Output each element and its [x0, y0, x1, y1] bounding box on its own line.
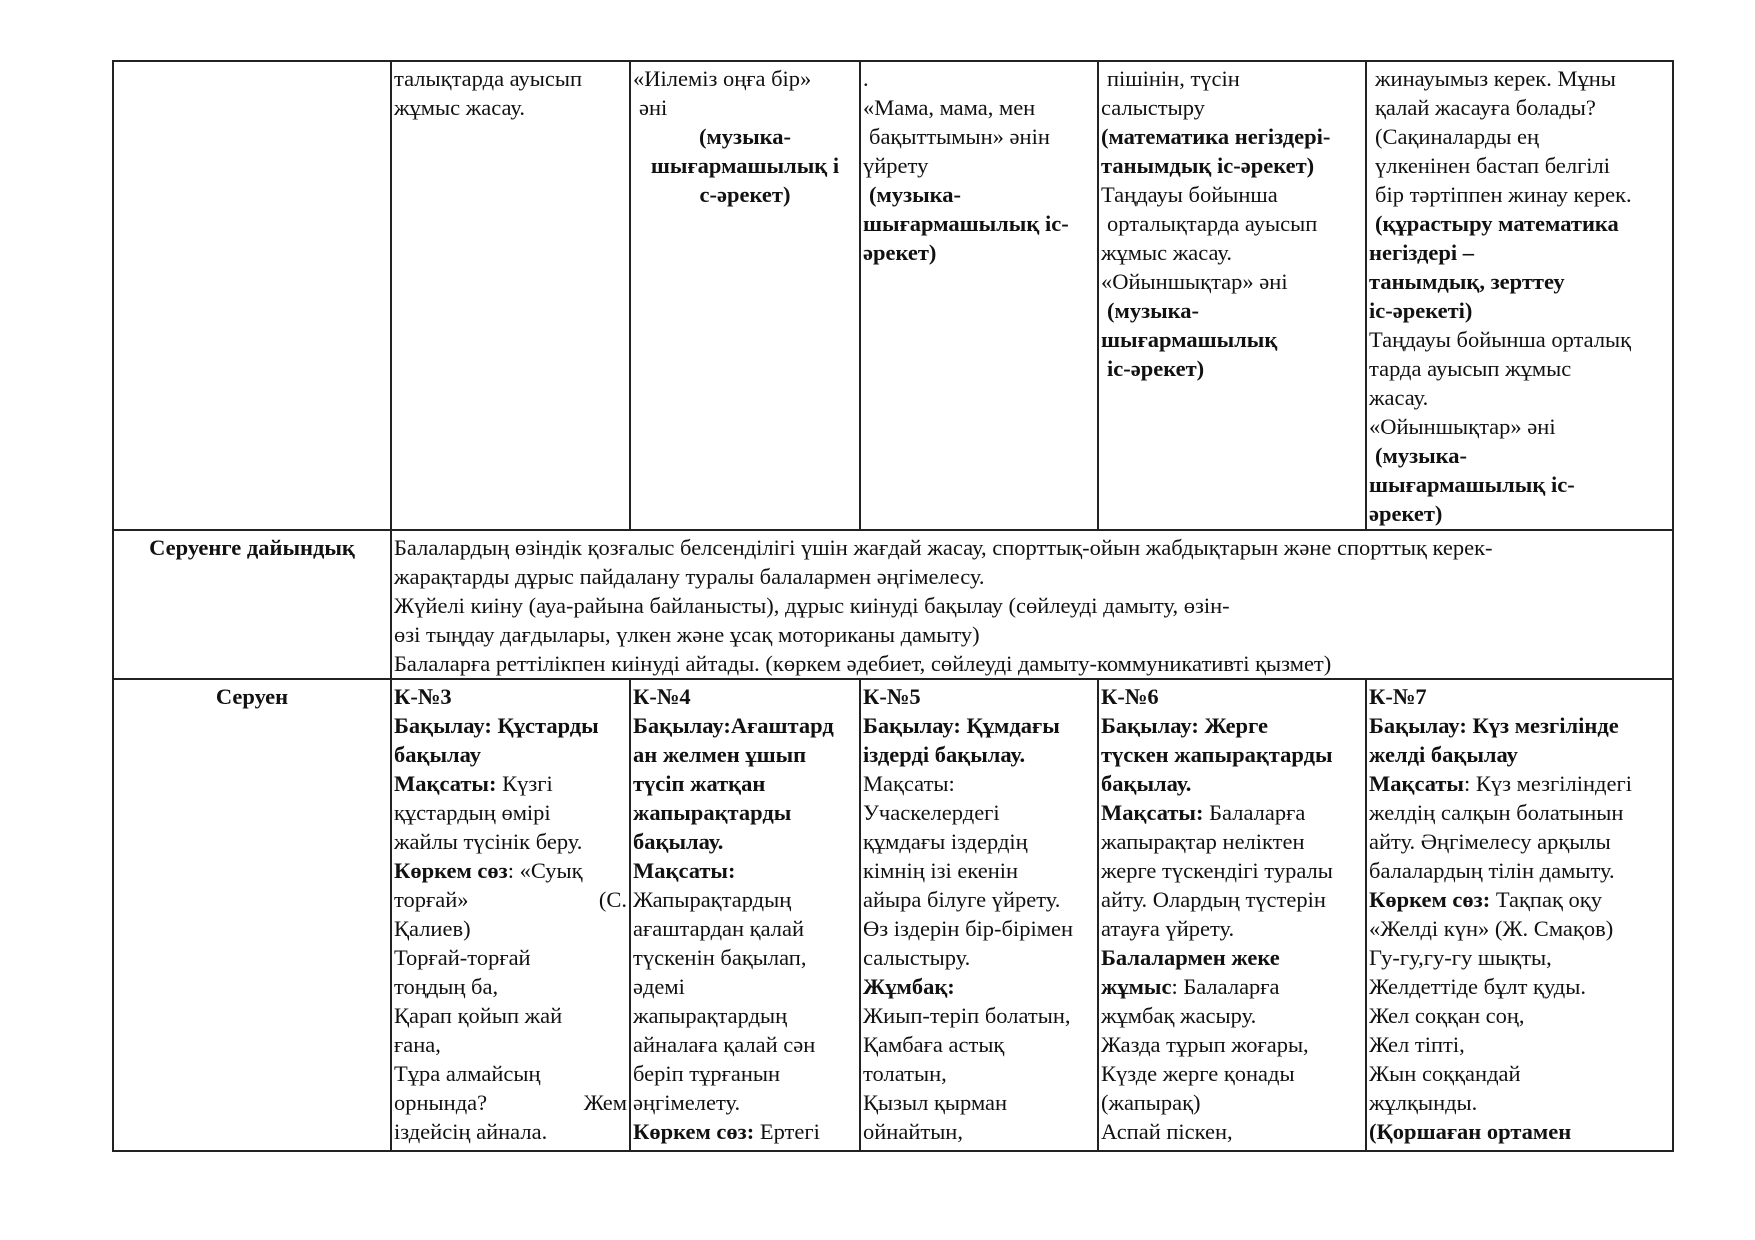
poem-line: Гу-гу,гу-гу шықты, [1369, 945, 1552, 970]
poem-line: іздейсің айнала. [394, 1119, 548, 1144]
activity-tag: (музыка- [869, 182, 962, 207]
card-number: К-№5 [863, 684, 921, 709]
goal-text: Жапырақтардың [633, 887, 792, 912]
poem-line: Қарап қойып жай [394, 1003, 563, 1028]
poem-line: Тақпақ оқу [1490, 887, 1602, 912]
card-number: К-№4 [633, 684, 691, 709]
individual-work-label: жұмыс [1101, 974, 1172, 999]
text-line: жұмыс жасау. [1101, 240, 1233, 265]
text-line: . [863, 66, 869, 91]
goal-text: : Күз мезгіліндегі [1464, 771, 1632, 796]
observation-title: бақылау. [633, 829, 724, 854]
activity-tag: (музыка- [1107, 298, 1200, 323]
observation-title: Бақылау: Күз мезгілінде [1369, 713, 1619, 738]
riddle-line: Аспай піскен, [1101, 1119, 1233, 1144]
song-line: «Мама, мама, мен [863, 95, 1036, 120]
activity-tag: (математика негіздері- [1101, 124, 1331, 149]
goal-text: әдемі [633, 974, 685, 999]
activity-tag: іс-әрекет) [1107, 356, 1205, 381]
work-text: : Балаларға [1171, 974, 1280, 999]
activity-tag: шығармашылық [1101, 327, 1278, 352]
card-number: К-№7 [1369, 684, 1427, 709]
art-word-label: Көркем сөз [394, 858, 508, 883]
goal-label: Мақсаты: [394, 771, 497, 796]
activity-tag: іс-әрекеті) [1369, 298, 1473, 323]
text-line: (Сақиналарды ең [1375, 124, 1540, 149]
text-line: Таңдауы бойынша [1101, 182, 1278, 207]
observation-title: желді бақылау [1369, 742, 1518, 767]
riddle-line: Қамбаға астық [863, 1032, 1005, 1057]
observation-title: бақылау [394, 742, 482, 767]
song-line: үйрету [863, 153, 929, 178]
song-line: бақыттымын» әнін [869, 124, 1050, 149]
walk-prep-row [113, 530, 1673, 679]
activity-tag: шығармашылық іс- [863, 211, 1069, 236]
text-line: Балалардың өзіндік қозғалыс белсенділігі үшін жағдай жасау, спорттық-ойын жабдықтарын және спорттық керек- [394, 535, 1493, 560]
observation-title: түскен жапырақтарды [1101, 742, 1333, 767]
riddle-line: Жазда тұрып жоғары, [1101, 1032, 1309, 1057]
goal-text: құмдағы іздердің [863, 829, 1028, 854]
poem-line: Торғай-торғай [394, 945, 531, 970]
goal-text: айыра білуге үйрету. [863, 887, 1061, 912]
observation-title: Бақылау: Жерге [1101, 713, 1268, 738]
goal-text: беріп тұрғанын [633, 1061, 781, 1086]
goal-label: Мақсаты: [633, 858, 736, 883]
activities-tue-cell [630, 61, 860, 530]
goal-text: айналаға қалай сән [633, 1032, 816, 1057]
goal-text: құстардың өмірі [394, 800, 551, 825]
text-line: бір тәртіппен жинау керек. [1375, 182, 1632, 207]
goal-text: жайлы түсінік беру. [394, 829, 583, 854]
goal-text: әңгімелету. [633, 1090, 741, 1115]
text-line: өзі тыңдау дағдылары, үлкен және ұсақ моториканы дамыту) [394, 622, 980, 647]
text-line: қалай жасауға болады? [1375, 95, 1596, 120]
goal-text: Балаларға [1203, 800, 1306, 825]
observation-title: іздерді бақылау. [863, 742, 1026, 767]
riddle-line: Қызыл қырман [863, 1090, 1008, 1115]
plan-table [112, 60, 1674, 1152]
goal-label: Мақсаты: [1101, 800, 1204, 825]
goal-label: Мақсаты [1369, 771, 1464, 796]
activity-tag: негіздері – [1369, 240, 1475, 265]
poem-line: Желдеттіде бұлт қуды. [1369, 974, 1586, 999]
art-word-label: Көркем сөз: [1369, 887, 1491, 912]
poem-line: Ертегі [754, 1119, 820, 1144]
riddle-line: Күзде жерге қонады [1101, 1061, 1295, 1086]
observation-title: Бақылау: Құмдағы [863, 713, 1060, 738]
goal-text: түскенін бақылап, [633, 945, 807, 970]
walk-prep-content [391, 530, 1673, 679]
goal-text: Мақсаты: [863, 771, 955, 796]
text-line: жасау. [1369, 385, 1429, 410]
goal-text: Учаскелердегі [863, 800, 1000, 825]
text-line: үлкенінен бастап белгілі [1375, 153, 1611, 178]
observation-title: түсіп жатқан [633, 771, 766, 796]
goal-text: жерге түскендігі туралы [1101, 858, 1333, 883]
activity-tag: с-әрекет) [699, 182, 791, 207]
poem-line: ғана, [394, 1032, 441, 1057]
individual-work-label: Балалармен жеке [1101, 945, 1280, 970]
text-line: Таңдауы бойынша орталық [1369, 327, 1632, 352]
activities-thu-cell [1098, 61, 1366, 530]
observation-title: жапырақтарды [633, 800, 792, 825]
walk-prep-label: Серуенге дайындық [113, 530, 391, 679]
activity-tag: (құрастыру математика [1375, 211, 1619, 236]
goal-text: жапырақтардың [633, 1003, 788, 1028]
art-word-label: Көркем сөз: [633, 1119, 755, 1144]
poem-line: «Желді күн» (Ж. Смақов) [1369, 916, 1614, 941]
activities-mon-cell [391, 61, 630, 530]
text-line: орталықтарда ауысып [1107, 211, 1318, 236]
song-line: әні [639, 95, 668, 120]
text-line: Балаларға реттілікпен киінуді айтады. (көркем әдебиет, сөйлеуді дамыту-коммуникативті қызмет) [394, 651, 1332, 676]
activities-row [113, 61, 1673, 530]
activity-tag: шығармашылық і [650, 153, 840, 178]
text-line: пішінін, түсін [1107, 66, 1240, 91]
goal-text: желдің салқын болатынын [1369, 800, 1624, 825]
activities-wed-cell [860, 61, 1098, 530]
walk-label: Серуен [113, 679, 391, 1151]
activity-tag: әрекет) [1369, 501, 1443, 526]
riddle-line: ойнайтын, [863, 1119, 963, 1144]
song-line: «Ойыншықтар» әні [1369, 414, 1556, 439]
observation-title: Бақылау:Ағаштард [633, 713, 834, 738]
goal-text: Өз іздерін бір-бірімен [863, 916, 1074, 941]
poem-line: торғай» (С. [394, 887, 627, 912]
poem-line: : «Суық [507, 858, 583, 883]
goal-text: атауға үйрету. [1101, 916, 1235, 941]
riddle-label: Жұмбақ: [863, 974, 955, 999]
walk-card-k3 [391, 679, 630, 1151]
activity-tag: (музыка- [698, 124, 792, 149]
activity-tag: танымдық іс-әрекет) [1101, 153, 1315, 178]
poem-line: Тұра алмайсың [394, 1061, 541, 1086]
activities-label-cell [113, 61, 391, 530]
observation-title: Бақылау: Құстарды [394, 713, 599, 738]
text-line: жұмыс жасау. [394, 95, 526, 120]
goal-text: айту. Олардың түстерін [1101, 887, 1326, 912]
riddle-line: толатын, [863, 1061, 947, 1086]
poem-line: Қалиев) [394, 916, 471, 941]
walk-card-k4 [630, 679, 860, 1151]
text-line: жинауымыз керек. Мұны [1375, 66, 1616, 91]
walk-card-k6 [1098, 679, 1366, 1151]
text-line: Жүйелі киіну (ауа-райына байланысты), дұрыс киінуді бақылау (сөйлеуді дамыту, өзін- [394, 593, 1230, 618]
goal-text: салыстыру. [863, 945, 971, 970]
observation-title: ан желмен ұшып [633, 742, 807, 767]
walk-card-k7 [1366, 679, 1673, 1151]
riddle-line: (жапырақ) [1101, 1090, 1201, 1115]
poem-line: орнында? Жем [394, 1090, 627, 1115]
walk-row [113, 679, 1673, 1151]
activity-tag: (музыка- [1375, 443, 1468, 468]
poem-line: Жын соққандай [1369, 1061, 1521, 1086]
poem-line: Жел соққан соң, [1369, 1003, 1525, 1028]
song-line: «Иілеміз оңға бір» [633, 66, 812, 91]
observation-title: бақылау. [1101, 771, 1192, 796]
song-line: «Ойыншықтар» әні [1101, 269, 1288, 294]
riddle-line: Жиып-теріп болатын, [863, 1003, 1071, 1028]
activity-tag: әрекет) [863, 240, 937, 265]
text-line: талықтарда ауысып [394, 66, 583, 91]
text-line: жарақтарды дұрыс пайдалану туралы балалармен әңгімелесу. [394, 564, 985, 589]
work-text: жұмбақ жасыру. [1101, 1003, 1257, 1028]
walk-card-k5 [860, 679, 1098, 1151]
goal-text: айту. Әңгімелесу арқылы [1369, 829, 1611, 854]
goal-text: жапырақтар неліктен [1101, 829, 1305, 854]
text-line: салыстыру [1101, 95, 1205, 120]
card-number: К-№3 [394, 684, 452, 709]
text-line: тарда ауысып жұмыс [1369, 356, 1572, 381]
activity-tag: танымдық, зерттеу [1369, 269, 1565, 294]
goal-text: Күзгі [496, 771, 553, 796]
activity-tag: шығармашылық іс- [1369, 472, 1575, 497]
poem-line: жұлқынды. [1369, 1090, 1478, 1115]
activity-tag: (Қоршаған ортамен [1369, 1119, 1572, 1144]
poem-line: тоңдың ба, [394, 974, 499, 999]
goal-text: ағаштардан қалай [633, 916, 805, 941]
poem-line: Жел тіпті, [1369, 1032, 1465, 1057]
goal-text: кімнің ізі екенін [863, 858, 1019, 883]
card-number: К-№6 [1101, 684, 1159, 709]
activities-fri-cell [1366, 61, 1673, 530]
goal-text: балалардың тілін дамыту. [1369, 858, 1615, 883]
